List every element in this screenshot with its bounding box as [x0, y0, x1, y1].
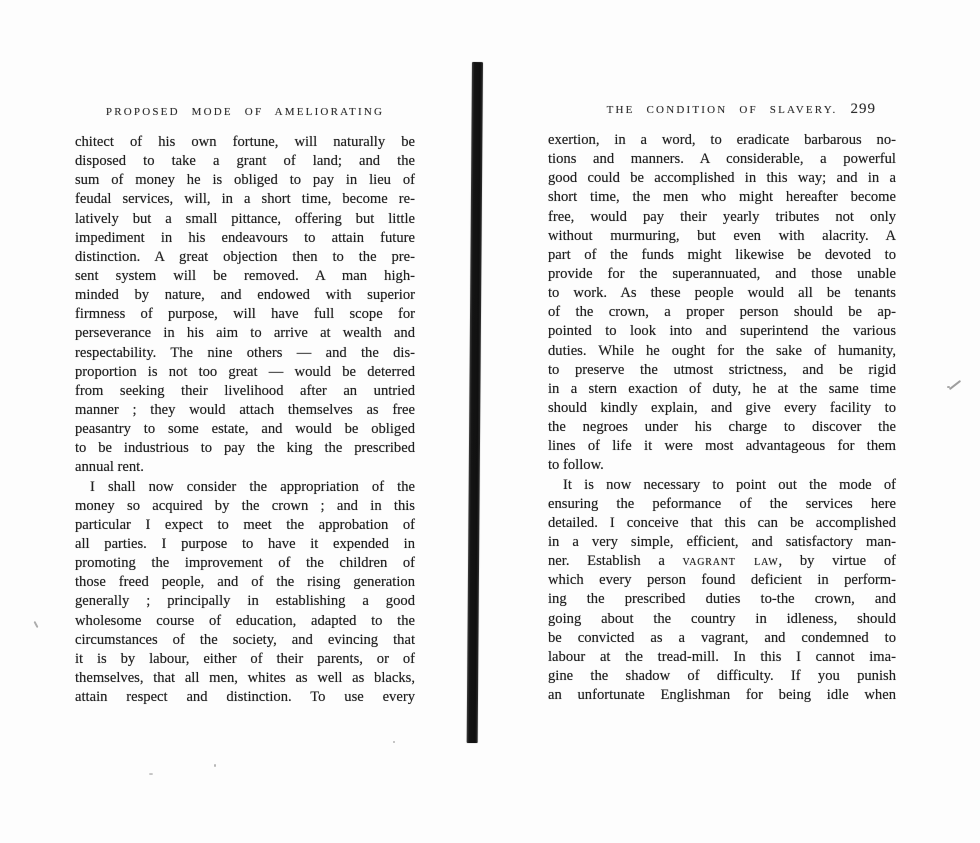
left-running-head: PROPOSED MODE OF AMELIORATING — [105, 106, 385, 118]
text-line: in a very simple, efficient, and satisfactory man- — [548, 533, 896, 550]
margin-pencil-mark-dot — [947, 386, 950, 388]
left-margin-tick — [33, 621, 38, 628]
text-line: manner ; they would attach themselves as free — [75, 401, 415, 418]
text-line: generally ; principally in establishing a good — [75, 593, 415, 610]
text-line: minded by nature, and endowed with superior — [75, 287, 415, 304]
text-line: money so acquired by the crown ; and in this — [75, 497, 415, 514]
text-line: to be industrious to pay the king the prescribed — [75, 440, 415, 457]
text-line: labour at the tread-mill. In this I cannot ima- — [548, 648, 896, 665]
text-line: of the crown, a proper person should be ap- — [548, 304, 896, 321]
text-line: going about the country in idleness, should — [548, 610, 896, 627]
text-line: good could be accomplished in this way; and in a — [548, 170, 896, 187]
text-line: sum of money he is obliged to pay in lieu of — [75, 172, 415, 189]
scan-speck — [149, 773, 153, 775]
margin-pencil-mark — [949, 380, 961, 390]
text-line: which every person found deficient in perform- — [548, 572, 896, 589]
text-line: tions and manners. A considerable, a powerful — [548, 151, 896, 168]
text-line: in a stern exaction of duty, he at the same time — [548, 380, 896, 397]
text-line: exertion, in a word, to eradicate barbarous no- — [548, 132, 896, 148]
text-line: the negroes under his charge to discover the — [548, 419, 896, 436]
text-line: perseverance in his aim to arrive at wealth and — [75, 325, 415, 342]
text-line: proportion is not too great — would be deterred — [75, 363, 415, 380]
small-caps-text: vagrant law — [682, 553, 779, 570]
text-line: an unfortunate Englishman for being idle when — [548, 687, 896, 704]
text-line: attain respect and distinction. To use every — [75, 689, 415, 706]
text-line: respectability. The nine others — and the dis- — [75, 344, 415, 361]
text-line: I shall now consider the appropriation of the — [90, 478, 415, 495]
text-line: ing the prescribed duties to-the crown, and — [548, 591, 896, 608]
right-running-head: THE CONDITION OF SLAVERY. — [606, 104, 838, 116]
text-line: It is now necessary to point out the mode of — [563, 476, 896, 493]
book-gutter-shadow — [467, 62, 483, 743]
text-line: without murmuring, but even with alacrity. A — [548, 227, 896, 244]
text-line: those freed people, and of the rising generation — [75, 574, 415, 591]
text-line: duties. While he ought for the sake of humanity, — [548, 342, 896, 359]
text-line: distinction. A great objection then to the pre- — [75, 248, 415, 265]
text-line: ensuring the peformance of the services here — [548, 495, 896, 512]
text-line: to work. As these people would all be tenants — [548, 285, 896, 302]
text-line: ner. Establish a vagrant law, by virtue of — [548, 553, 896, 570]
text-line: particular I expect to meet the approbation of — [75, 516, 415, 533]
text-line: provide for the superannuated, and those unable — [548, 265, 896, 282]
text-line: latively but a small pittance, offering but little — [75, 210, 415, 227]
text-line: peasantry to some estate, and would be obliged — [75, 421, 415, 438]
text-line: promoting the improvement of the children of — [75, 555, 415, 572]
text-line: lines of life it were most advantageous for them — [548, 438, 896, 455]
text-line: to follow. — [548, 457, 604, 474]
text-line: impediment in his endeavours to attain future — [75, 229, 415, 246]
text-line: sent system will be removed. A man high- — [75, 267, 415, 284]
text-line: themselves, that all men, whites as well as blacks, — [75, 669, 415, 686]
text-line: to preserve the utmost strictness, and be rigid — [548, 361, 896, 378]
page-number: 299 — [850, 101, 876, 117]
scan-speck — [393, 741, 395, 743]
text-line: should kindly explain, and give every facility to — [548, 399, 896, 416]
text-line: part of the funds might likewise be devoted to — [548, 246, 896, 263]
text-line: pointed to look into and superintend the various — [548, 323, 896, 340]
text-line: from seeking their livelihood after an untried — [75, 382, 415, 399]
text-line: wholesome course of education, adapted to the — [75, 612, 415, 629]
text-line: annual rent. — [75, 459, 144, 476]
scan-speck — [214, 764, 216, 767]
text-line: circumstances of the society, and evincing that — [75, 631, 415, 648]
text-line: be convicted as a vagrant, and condemned to — [548, 629, 896, 646]
text-line: all parties. I purpose to have it expended in — [75, 535, 415, 552]
text-line: free, would pay their yearly tributes not only — [548, 208, 896, 225]
text-line: it is by labour, either of their parents, or of — [75, 650, 415, 667]
left-text-column — [75, 133, 415, 707]
text-line: chitect of his own fortune, will naturally be — [75, 134, 415, 150]
text-line: firmness of purpose, will have full scope for — [75, 306, 415, 323]
text-line: feudal services, will, in a short time, become re- — [75, 191, 415, 208]
right-text-column — [548, 131, 896, 705]
text-line: gine the shadow of difficulty. If you punish — [548, 667, 896, 684]
text-line: detailed. I conceive that this can be accomplished — [548, 514, 896, 531]
text-line: short time, the men who might hereafter become — [548, 189, 896, 206]
text-line: disposed to take a grant of land; and the — [75, 153, 415, 170]
